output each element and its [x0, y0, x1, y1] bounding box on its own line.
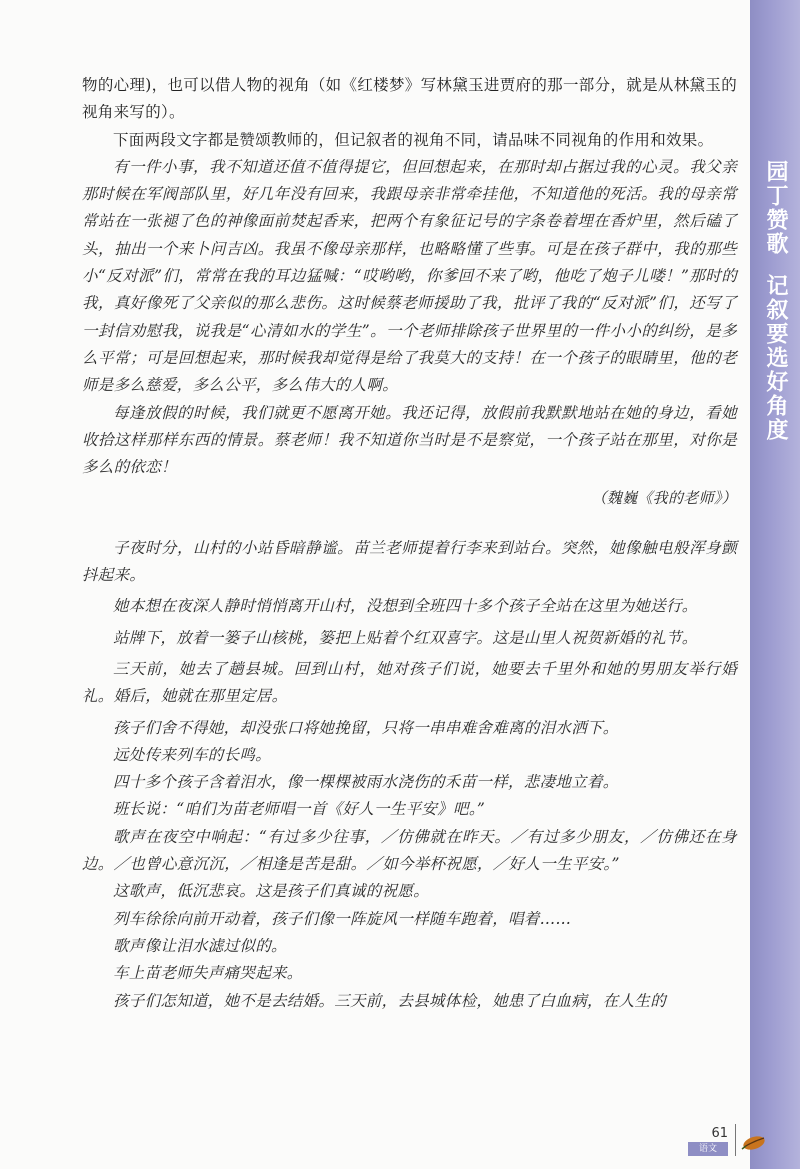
passage-b-paragraph: 孩子们舍不得她，却没张口将她挽留，只将一串串难舍难离的泪水洒下。 — [113, 718, 619, 737]
passage-b-paragraph: 四十多个孩子含着泪水，像一棵棵被雨水浇伤的禾苗一样，悲凄地立着。 — [113, 773, 619, 792]
passage-b-paragraph: 她本想在夜深人静时悄悄离开山村，没想到全班四十多个孩子全站在这里为她送行。 — [113, 597, 698, 616]
passage-b-paragraph: 站牌下，放着一篓子山核桃，篓把上贴着个红双喜字。这是山里人祝贺新婚的礼节。 — [113, 628, 698, 647]
passage-a — [82, 154, 737, 513]
passage-b-paragraph: 列车徐徐向前开动着，孩子们像一阵旋风一样随车跑着，唱着…… — [113, 909, 572, 928]
passage-b-paragraph: 远处传来列车的长鸣。 — [113, 745, 272, 764]
passage-b-paragraph: 歌声在夜空中响起：“有过多少往事，／仿佛就在昨天。／有过多少朋友，／仿佛还在身边。／也曾心意沉沉，／相逢是苦是甜。／如今举杯祝愿，／好人一生平安。” — [82, 827, 737, 874]
passage-b-paragraph: 子夜时分，山村的小站昏暗静谧。苗兰老师提着行李来到站台。突然，她像触电般浑身颤抖起来。 — [82, 538, 737, 585]
passage-b-paragraph: 孩子们怎知道，她不是去结婚。三天前，去县城体检，她患了白血病，在人生的 — [113, 991, 667, 1010]
sidebar-unit-title: 园丁赞歌 — [763, 160, 788, 256]
passage-divider-space — [82, 513, 737, 535]
passage-a-paragraph: 有一件小事，我不知道还值不值得提它，但回想起来，在那时却占据过我的心灵。我父亲那时候在军阀部队里，好几年没有回来，我跟母亲非常牵挂他，不知道他的死活。我的母亲常常站在一张褪了色的神像面前焚起香来，把两个有象征记号的字条卷着埋在香炉里，然后磕了头，抽出一个来卜问吉凶。我虽不像母亲那样，也略略懂了些事。可是在孩子群中，我的那些小“反对派”们，常常在我的耳边猛喊：“哎哟哟，你爹回不来了哟，他吃了炮子儿喽！”那时的我，真好像死了父亲似的那么悲伤。这时候蔡老师援助了我，批评了我的“反对派”们，还写了一封信劝慰我，说我是“心清如水的学生”。一个老师排除孩子世界里的一件小小的纠纷，是多么平常；可是回想起来，那时候我却觉得是给了我莫大的支持！在一个孩子的眼睛里，他的老师是多么慈爱，多么公平，多么伟大的人啊。 — [82, 157, 737, 395]
passage-b-paragraph: 歌声像让泪水滤过似的。 — [113, 936, 287, 955]
sidebar-lesson-title: 记叙要选好角度 — [763, 274, 788, 442]
page-number: 61 — [711, 1126, 728, 1141]
sidebar-title — [760, 160, 790, 442]
sidebar-chapter-tab — [750, 160, 800, 540]
passage-a-paragraph: 每逢放假的时候，我们就更不愿离开她。我还记得，放假前我默默地站在她的身边，看她收拾这样那样东西的情景。蔡老师！我不知道你当时是不是察觉，一个孩子站在那里，对你是多么的依恋！ — [82, 403, 737, 477]
passage-b-paragraph: 班长说：“咱们为苗老师唱一首《好人一生平安》吧。” — [113, 800, 486, 819]
intro-paragraph-2: 下面两段文字都是赞颂教师的，但记叙者的视角不同，请品味不同视角的作用和效果。 — [113, 130, 714, 149]
main-text-column — [82, 72, 737, 1015]
passage-b-paragraph: 车上苗老师失声痛哭起来。 — [113, 964, 303, 983]
passage-b-paragraph: 这歌声，低沉悲哀。这是孩子们真诚的祝愿。 — [113, 882, 430, 901]
intro-paragraph-1: 物的心理)，也可以借人物的视角（如《红楼梦》写林黛玉进贾府的那一部分，就是从林黛玉的视角来写的）。 — [82, 76, 737, 122]
leaf-icon — [740, 1132, 766, 1152]
passage-a-source: （魏巍《我的老师》） — [591, 489, 737, 508]
subject-label: 语文 — [688, 1142, 728, 1156]
footer-divider — [735, 1124, 736, 1156]
passage-b-paragraph: 三天前，她去了趟县城。回到山村，她对孩子们说，她要去千里外和她的男朋友举行婚礼。婚后，她就在那里定居。 — [82, 659, 737, 706]
passage-b — [82, 535, 737, 1015]
